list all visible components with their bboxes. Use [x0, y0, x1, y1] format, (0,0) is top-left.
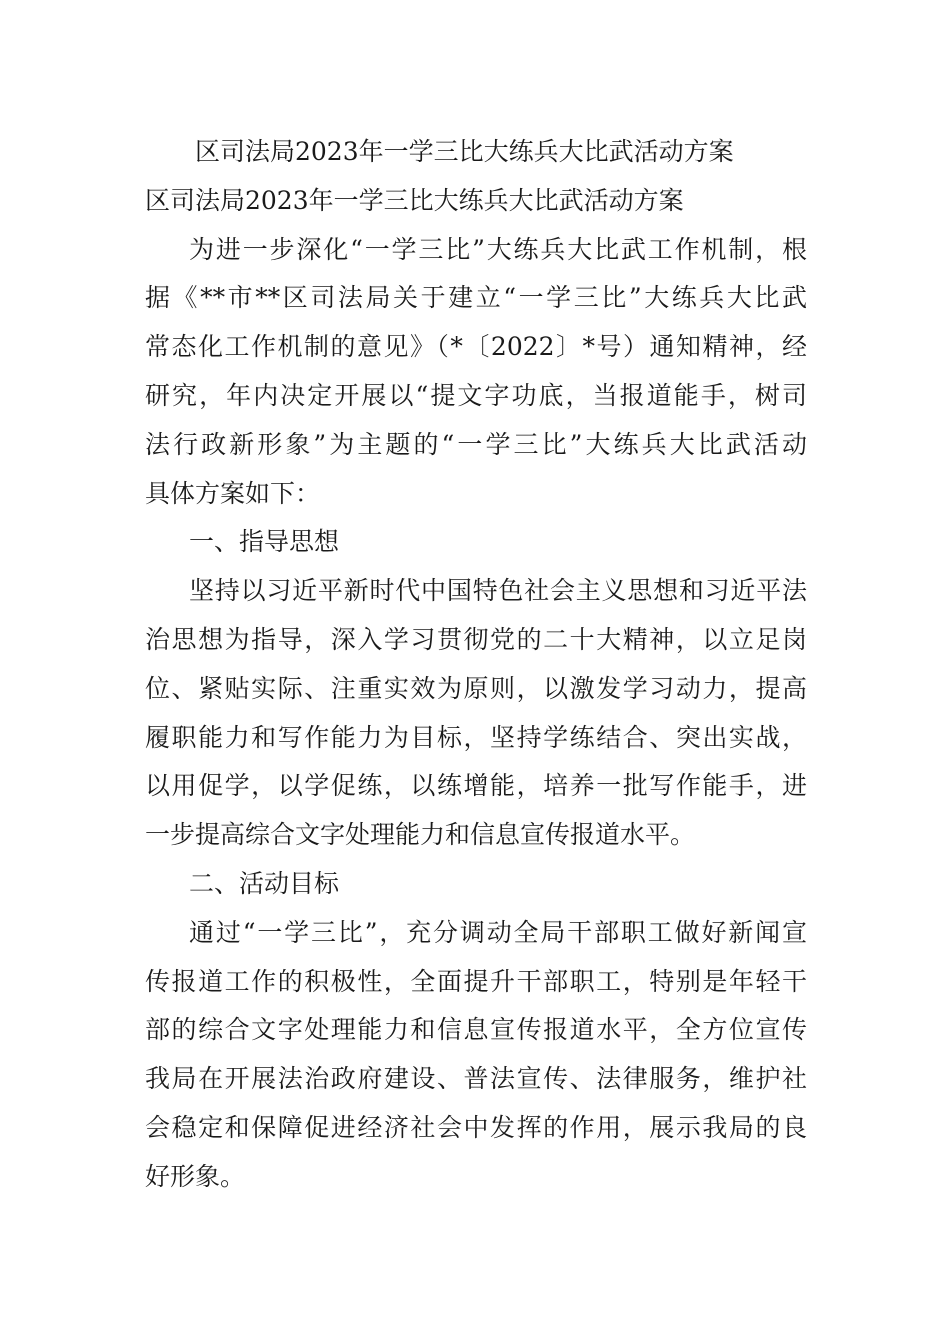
- paragraph-line: 我局在开展法治政府建设、普法宣传、法律服务，维护社: [145, 1064, 807, 1094]
- paragraph-line: 研究，年内决定开展以“提文字功底，当报道能手，树司: [145, 380, 807, 410]
- section-paragraph-activity-goals: [145, 909, 807, 1202]
- paragraph-line: 好形象。: [145, 1161, 246, 1191]
- paragraph-line: 位、紧贴实际、注重实效为原则，以激发学习动力，提高: [145, 673, 807, 703]
- section-heading-guiding-ideology: 一、指导思想: [189, 527, 340, 557]
- paragraph-line: 会稳定和保障促进经济社会中发挥的作用，展示我局的良: [145, 1112, 807, 1142]
- intro-paragraph: [145, 226, 807, 519]
- section-paragraph-guiding-ideology: [145, 567, 807, 860]
- document-body: [145, 128, 807, 1202]
- paragraph-line: 部的综合文字处理能力和信息宣传报道水平，全方位宣传: [145, 1015, 807, 1045]
- paragraph-line: 坚持以习近平新时代中国特色社会主义思想和习近平法: [189, 576, 807, 606]
- paragraph-line: 法行政新形象”为主题的“一学三比”大练兵大比武活动: [145, 429, 807, 459]
- paragraph-line: 具体方案如下：: [145, 478, 321, 508]
- paragraph-line: 常态化工作机制的意见》（*〔2022〕*号）通知精神，经: [145, 332, 807, 362]
- document-title: 区司法局2023年一学三比大练兵大比武活动方案: [195, 137, 734, 166]
- section-heading-activity-goals: 二、活动目标: [189, 868, 340, 898]
- paragraph-line: 一步提高综合文字处理能力和信息宣传报道水平。: [145, 820, 696, 850]
- paragraph-line: 通过“一学三比”，充分调动全局干部职工做好新闻宣: [189, 917, 807, 947]
- paragraph-line: 治思想为指导，深入学习贯彻党的二十大精神，以立足岗: [145, 624, 807, 654]
- document-subtitle: 区司法局2023年一学三比大练兵大比武活动方案: [145, 185, 684, 215]
- paragraph-line: 据《**市**区司法局关于建立“一学三比”大练兵大比武: [145, 283, 807, 313]
- paragraph-line: 履职能力和写作能力为目标，坚持学练结合、突出实战，: [145, 722, 807, 752]
- paragraph-line: 以用促学，以学促练，以练增能，培养一批写作能手，进: [145, 771, 807, 801]
- paragraph-line: 为进一步深化“一学三比”大练兵大比武工作机制，根: [189, 234, 807, 264]
- paragraph-line: 传报道工作的积极性，全面提升干部职工，特别是年轻干: [145, 966, 807, 996]
